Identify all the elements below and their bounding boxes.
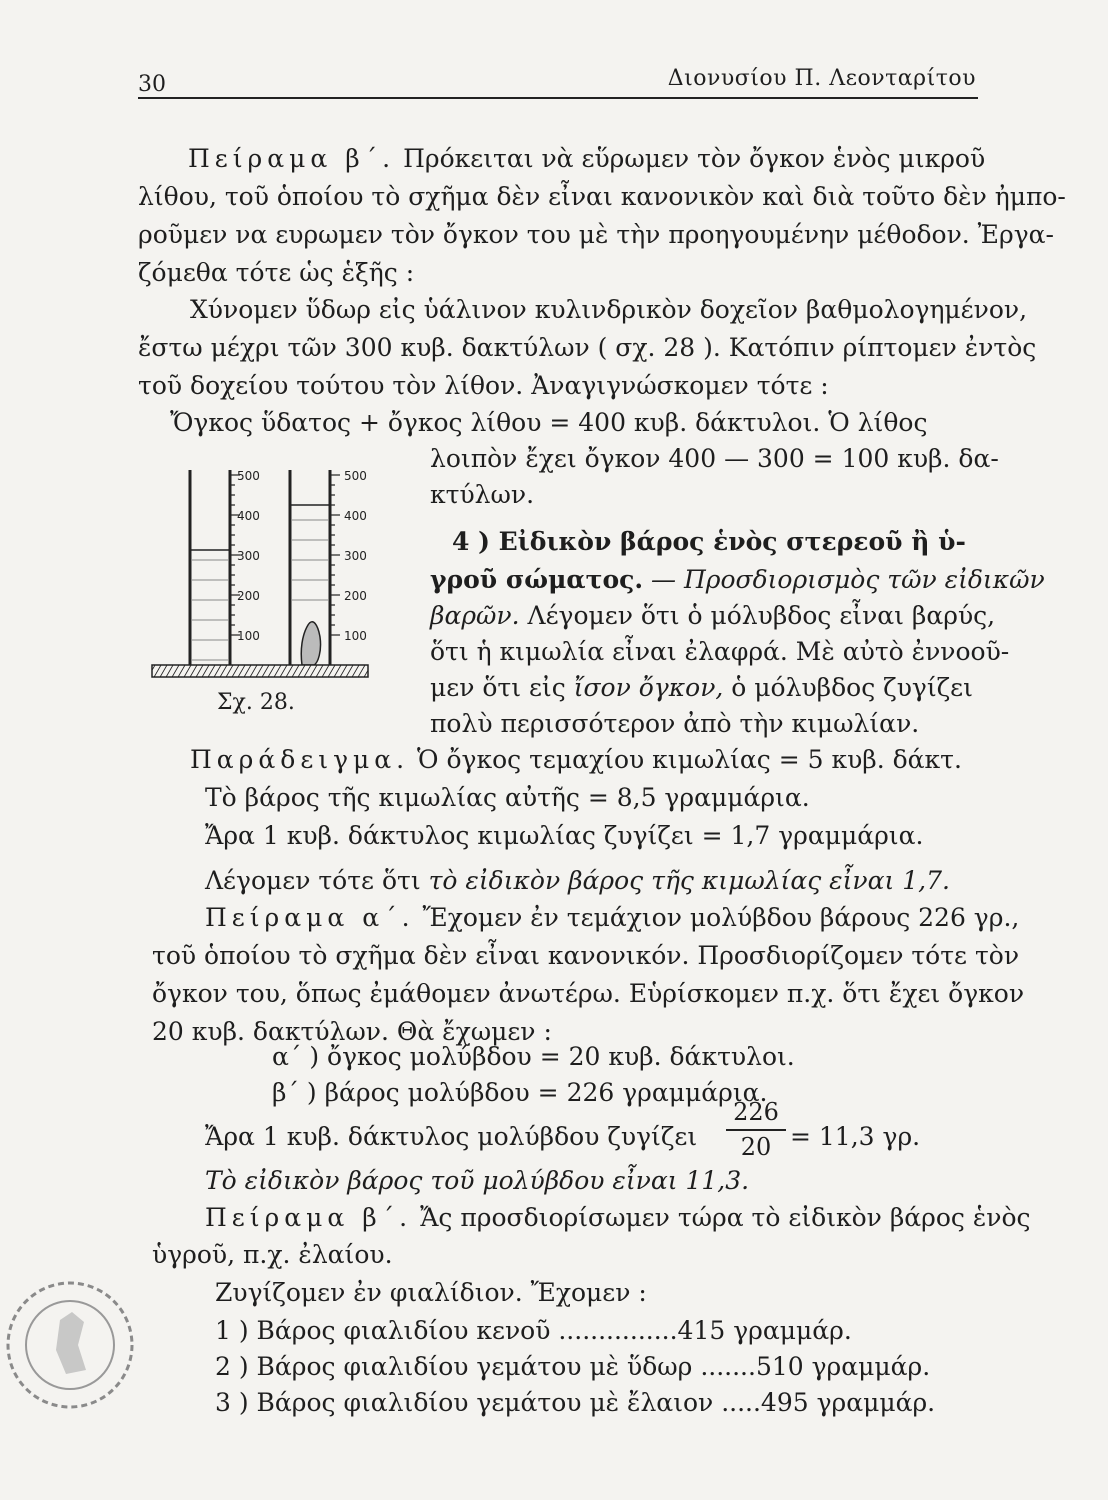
example-line4: Λέγομεν τότε ὅτι τὸ εἰδικὸν βάρος τῆς κιμωλίας εἶναι 1,7.	[205, 866, 950, 895]
exp-b-item3: 3 ) Βάρος φιαλιδίου γεμάτου μὲ ἔλαιον .....495 γραμμάρ.	[215, 1388, 936, 1417]
page-number: 30	[138, 72, 166, 97]
eq1-line1: Ὄγκος ὕδατος + ὄγκος λίθου = 400 κυβ. δάκτυλοι. Ὁ λίθος	[170, 408, 928, 437]
p1-line2: λίθου, τοῦ ὁποίου τὸ σχῆμα δὲν εἶναι κανονικὸν καὶ διὰ τοῦτο δὲν ἠμπο-	[138, 182, 1066, 211]
figure-caption: Σχ. 28.	[217, 690, 295, 715]
scale-label-300-right: 300	[344, 549, 367, 563]
section4-line4: ὅτι ἡ κιμωλία εἶναι ἐλαφρά. Μὲ αὐτὸ ἐννοοῦ-	[430, 637, 1010, 666]
section4-line5: μεν ὅτι εἰς ἴσον ὄγκον, ὁ μόλυβδος ζυγίζει	[430, 673, 973, 702]
example-line2: Τὸ βάρος τῆς κιμωλίας αὐτῆς = 8,5 γραμμάρια.	[205, 783, 810, 812]
fraction-denominator: 20	[740, 1133, 772, 1161]
scale-label-200-right: 200	[344, 589, 367, 603]
fraction	[726, 1098, 786, 1161]
exp-a-item-b: β΄ ) βάρος μολύβδου = 226 γραμμάρια.	[272, 1078, 768, 1107]
scale-label-500-left: 500	[237, 469, 260, 483]
exp-a-item-a: α΄ ) ὄγκος μολύβδου = 20 κυβ. δάκτυλοι.	[272, 1042, 795, 1071]
exp-a-result: = 11,3 γρ.	[790, 1122, 921, 1151]
running-header: Διονυσίου Π. Λεονταρίτου	[667, 66, 976, 91]
exp-b-item1: 1 ) Βάρος φιαλιδίου κενοῦ ...............415 γραμμάρ.	[215, 1316, 852, 1345]
p1-line1: Πείραμα β΄. Πρόκειται νὰ εὕρωμεν τὸν ὄγκον ἑνὸς μικροῦ	[188, 144, 986, 173]
section4-line6: πολὺ περισσότερον ἀπὸ τὴν κιμωλίαν.	[430, 709, 920, 738]
exp-a-ara: Ἄρα 1 κυβ. δάκτυλος μολύβδου ζυγίζει	[205, 1122, 698, 1151]
scale-label-300-left: 300	[237, 549, 260, 563]
exp-b-item2: 2 ) Βάρος φιαλιδίου γεμάτου μὲ ὕδωρ .......510 γραμμάρ.	[215, 1352, 931, 1381]
exp-b-line3: Ζυγίζομεν ἐν φιαλίδιον. Ἔχομεν :	[215, 1278, 647, 1307]
fraction-bar	[726, 1129, 786, 1131]
example-line3: Ἄρα 1 κυβ. δάκτυλος κιμωλίας ζυγίζει = 1,7 γραμμάρια.	[205, 821, 924, 850]
p1-line3: ροῦμεν να ευρωμεν τὸν ὄγκον του μὲ τὴν προηγουμένην μέθοδον. Ἐργα-	[138, 220, 1054, 249]
section4-title1: 4 ) Εἰδικὸν βάρος ἑνὸς στερεοῦ ἢ ὑ-	[452, 527, 966, 556]
library-stamp	[0, 1250, 170, 1420]
scale-label-100-left: 100	[237, 629, 260, 643]
scale-label-200-left: 200	[237, 589, 260, 603]
stone-shape	[301, 622, 320, 665]
section4-line3: βαρῶν. Λέγομεν ὅτι ὁ μόλυβδος εἶναι βαρύς,	[430, 601, 996, 630]
scale-label-500-right: 500	[344, 469, 367, 483]
cylinders-figure	[150, 465, 380, 690]
exp-a-conclusion: Τὸ εἰδικὸν βάρος τοῦ μολύβδου εἶναι 11,3.	[205, 1166, 750, 1195]
header-rule	[138, 97, 978, 99]
exp-a-line1: Πείραμα α΄. Ἔχομεν ἐν τεμάχιον μολύβδου βάρους 226 γρ.,	[205, 903, 1020, 932]
p2-line2: ἔστω μέχρι τῶν 300 κυβ. δακτύλων ( σχ. 28 ). Κατόπιν ρίπτομεν ἐντὸς	[138, 333, 1037, 362]
p2-line1: Χύνομεν ὕδωρ εἰς ὑάλινον κυλινδρικὸν δοχεῖον βαθμολογημένον,	[190, 295, 1028, 324]
exp-b-line2: ὑγροῦ, π.χ. ἐλαίου.	[152, 1240, 393, 1269]
eq1-line3: κτύλων.	[430, 480, 535, 509]
p2-line3: τοῦ δοχείου τούτου τὸν λίθον. Ἀναγιγνώσκομεν τότε :	[138, 371, 829, 400]
exp-a-line2: τοῦ ὁποίου τὸ σχῆμα δὲν εἶναι κανονικόν. Προσδιορίζομεν τότε τὸν	[152, 941, 1020, 970]
eq1-line2: λοιπὸν ἔχει ὄγκον 400 — 300 = 100 κυβ. δα-	[430, 444, 999, 473]
exp-a-line3: ὄγκον του, ὅπως ἐμάθομεν ἀνωτέρω. Εὑρίσκομεν π.χ. ὅτι ἔχει ὄγκον	[152, 979, 1025, 1008]
section4-title2-line: γροῦ σώματος. — Προσδιορισμὸς τῶν εἰδικῶν	[430, 565, 1045, 594]
scale-label-400-left: 400	[237, 509, 260, 523]
exp-b-line1: Πείραμα β΄. Ἄς προσδιορίσωμεν τώρα τὸ εἰδικὸν βάρος ἑνὸς	[205, 1203, 1031, 1232]
p1-line4: ζόμεθα τότε ὡς ἑξῆς :	[138, 258, 415, 287]
example-line1: Παράδειγμα. Ὁ ὄγκος τεμαχίου κιμωλίας = 5 κυβ. δάκτ.	[190, 745, 962, 774]
exp-a-line4: 20 κυβ. δακτύλων. Θὰ ἔχωμεν :	[152, 1017, 552, 1046]
scale-label-100-right: 100	[344, 629, 367, 643]
fraction-numerator: 226	[733, 1098, 779, 1126]
scale-label-400-right: 400	[344, 509, 367, 523]
